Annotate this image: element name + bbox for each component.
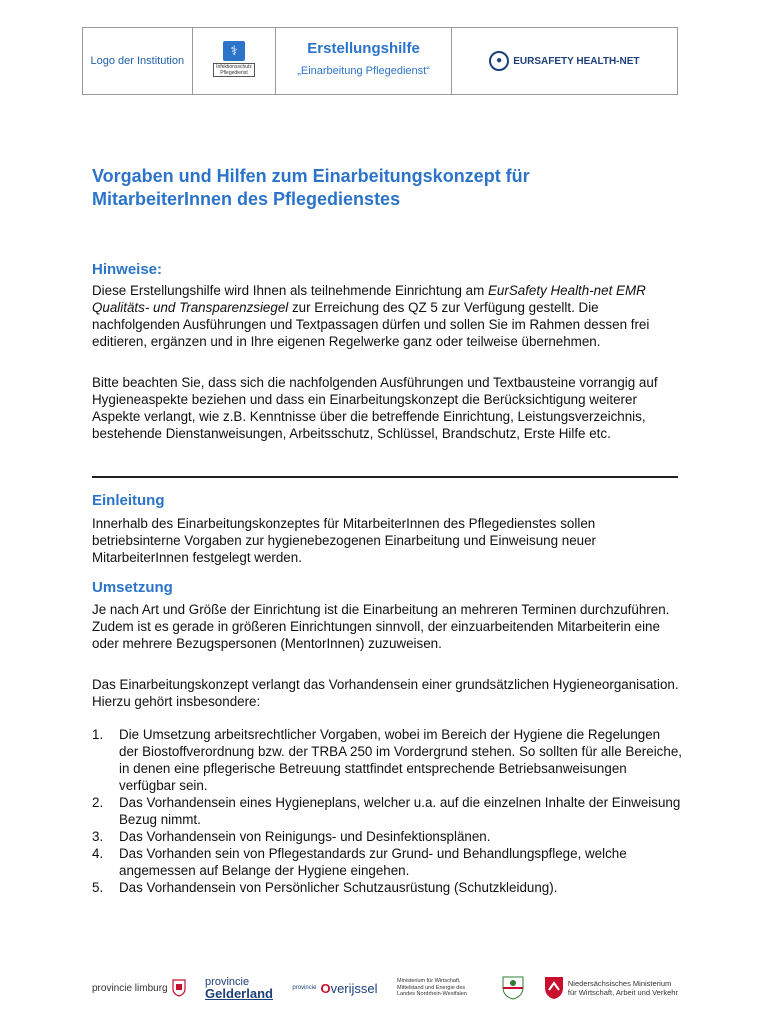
list-item-text: Die Umsetzung arbeitsrechtlicher Vorgaben, wobei im Bereich der Hygiene die Regelungen der Biostoffverordnung bzw. der TRBA 250 im Vordergrund stehen. So sollten für alle Bereiche, in denen eine pflegerische Betreuung stattfindet entsprechende Betriebsanweisungen verfügbar sein. bbox=[119, 727, 682, 793]
hinweise-p1-end: zur Erreichung des QZ 5 zur Verfügung gestellt. Die nachfolgenden Ausführungen und Textpassagen dürfen und sollen Sie im Rahmen dessen frei editieren, ergänzen und in Ihre eigenen Regelwerke ganz oder teilweise übernehmen. bbox=[92, 300, 650, 349]
hinweise-paragraph-1 bbox=[92, 282, 682, 350]
list-item-text: Das Vorhandensein von Reinigungs- und Desinfektionsplänen. bbox=[119, 829, 491, 844]
eursafety-logo-cell bbox=[452, 28, 677, 94]
footer-logos bbox=[92, 972, 678, 1004]
hinweise-p1-start: Diese Erstellungshilfe wird Ihnen als teilnehmende Einrichtung am bbox=[92, 283, 488, 298]
limburg-crest-icon bbox=[172, 979, 186, 997]
header-subtitle: „Einarbeitung Pflegedienst“ bbox=[297, 64, 430, 77]
list-item-number: 3. bbox=[92, 829, 104, 844]
hinweise-heading: Hinweise: bbox=[92, 261, 163, 278]
title-line-2: MitarbeiterInnen des Pflegedienstes bbox=[92, 189, 401, 209]
nds-crest-icon bbox=[544, 976, 564, 1000]
nds-line-2: für Wirtschaft, Arbeit und Verkehr bbox=[567, 988, 678, 997]
nds-line-1: Niedersächsisches Ministerium bbox=[567, 979, 672, 988]
badge-cell bbox=[193, 28, 277, 94]
list-item bbox=[92, 879, 682, 896]
overijssel-rest: verijssel bbox=[330, 980, 378, 996]
institution-logo-placeholder bbox=[83, 28, 193, 94]
list-item bbox=[92, 726, 682, 794]
nurse-icon: ⚕ bbox=[223, 41, 245, 61]
list-item-text: Das Vorhanden sein von Pflegestandards zur Grund- und Behandlungspflege, welche angemessen auf Belange der Hygiene eingehen. bbox=[119, 846, 627, 878]
nrw-logo bbox=[502, 976, 524, 1000]
gelderland-logo bbox=[205, 977, 273, 999]
header-title-cell bbox=[276, 28, 451, 94]
list-item bbox=[92, 794, 682, 828]
nds-logo bbox=[544, 976, 678, 1000]
infection-badge-logo bbox=[214, 41, 254, 81]
umsetzung-paragraph-2: Das Einarbeitungskonzept verlangt das Vorhandensein einer grundsätzlichen Hygieneorganisation. Hierzu gehört insbesondere: bbox=[92, 677, 679, 709]
logo-placeholder-text: Logo der Institution bbox=[90, 55, 185, 67]
list-item-number: 2. bbox=[92, 795, 104, 810]
nrw-ministry-text: Ministerium für Wirtschaft, Mittelstand und Energie des Landes Nordrhein-Westfalen bbox=[396, 978, 467, 998]
title-line-1: Vorgaben und Hilfen zum Einarbeitungskonzept für bbox=[92, 166, 530, 186]
gelderland-bottom: Gelderland bbox=[205, 986, 273, 1001]
umsetzung-heading: Umsetzung bbox=[92, 579, 173, 596]
badge-caption: Infektionsschutz Pflegedienst bbox=[213, 63, 255, 77]
hinweise-paragraph-2: Bitte beachten Sie, dass sich die nachfolgenden Ausführungen und Textbausteine vorrangig auf Hygieneaspekte beziehen und dass ein Einarbeitungskonzept die Berücksichtigung weiterer Aspekte verlangt, wie z.B. Kenntnisse über die betreffende Einrichtung, Leistungsverzeichnis, bestehende Dienstanweisungen, Arbeitsschutz, Schlüssel, Brandschutz, Erste Hilfe etc. bbox=[92, 375, 658, 441]
requirements-list bbox=[92, 726, 682, 896]
overijssel-small: provincie bbox=[292, 985, 317, 991]
list-item-text: Das Vorhandensein von Persönlicher Schutzausrüstung (Schutzkleidung). bbox=[119, 880, 558, 895]
list-item bbox=[92, 845, 682, 879]
einleitung-heading: Einleitung bbox=[92, 492, 165, 509]
eursafety-text: EURSAFETY HEALTH-NET bbox=[513, 55, 640, 67]
overijssel-logo bbox=[292, 981, 377, 996]
eursafety-logo bbox=[489, 51, 639, 71]
globe-icon: ● bbox=[489, 51, 509, 71]
list-item-number: 4. bbox=[92, 846, 104, 861]
nrw-crest-icon bbox=[502, 976, 524, 1000]
header-title: Erstellungshilfe bbox=[307, 39, 420, 57]
section-divider bbox=[92, 476, 678, 478]
list-item-number: 5. bbox=[92, 880, 104, 895]
overijssel-v: O bbox=[320, 980, 331, 996]
hinweise-p1-emphasis: EurSafety Health-net EMR Qualitäts- und Transparenzsiegel bbox=[92, 283, 646, 315]
list-item bbox=[92, 828, 682, 845]
list-item-text: Das Vorhandensein eines Hygieneplans, welcher u.a. auf die einzelnen Inhalte der Einweisung Bezug nimmt. bbox=[119, 795, 681, 827]
umsetzung-paragraph-1: Je nach Art und Größe der Einrichtung ist die Einarbeitung an mehreren Terminen durchzuführen. Zudem ist es gerade in größeren Einrichtungen sinnvoll, der einzuarbeitenden Mitarbeiterin eine oder mehrere Bezugspersonen (MentorInnen) zuzuweisen. bbox=[92, 602, 670, 651]
page-title bbox=[92, 165, 682, 211]
limburg-logo bbox=[92, 979, 186, 997]
list-item-number: 1. bbox=[92, 727, 104, 742]
header-box bbox=[82, 27, 678, 95]
limburg-text: provincie limburg bbox=[92, 982, 168, 994]
gelderland-top: provincie bbox=[205, 976, 250, 988]
einleitung-paragraph: Innerhalb des Einarbeitungskonzeptes für MitarbeiterInnen des Pflegedienstes sollen betriebsinterne Vorgaben zur hygienebezogenen Einarbeitung und Einweisung neuer MitarbeiterInnen festgelegt werden. bbox=[92, 516, 597, 565]
